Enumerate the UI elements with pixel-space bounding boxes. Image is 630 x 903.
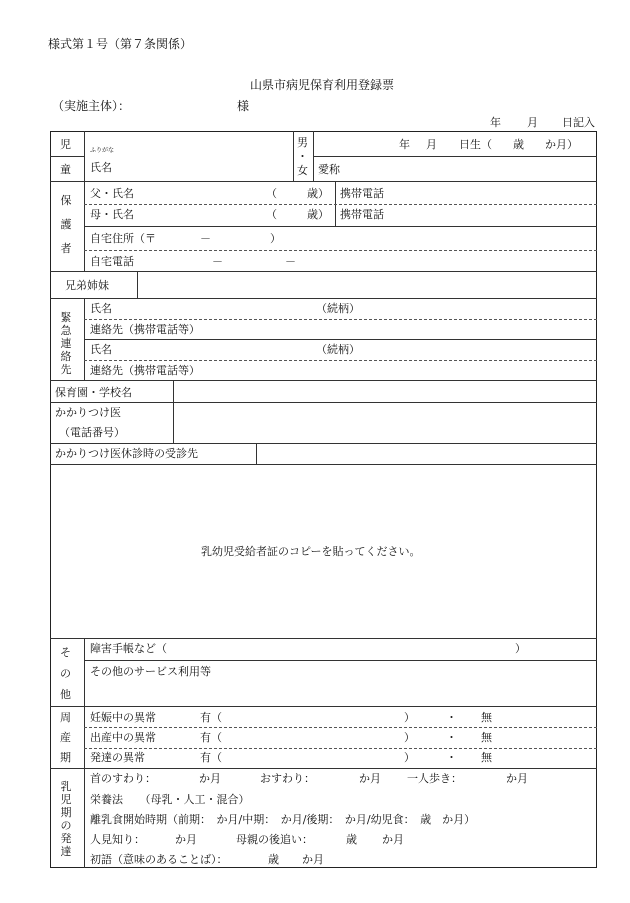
child-label-2: 童 xyxy=(60,163,71,176)
school-label[interactable]: 保育園・学校名 xyxy=(55,386,132,399)
form-title: 山県市病児保育利用登録票 xyxy=(250,78,395,92)
father-phone-label[interactable]: 携帯電話 xyxy=(340,187,384,200)
sitting-unit: か月 xyxy=(359,772,381,785)
home-phone-label[interactable]: 自宅電話 xyxy=(90,255,134,268)
child-label-divider xyxy=(50,156,84,157)
holiday-bottom xyxy=(50,464,597,465)
development-yes-option[interactable]: 有（ xyxy=(200,751,222,764)
birth-divider xyxy=(313,156,597,157)
follow-mother-years: 歳 xyxy=(346,833,357,846)
operator-label: （実施主体）： xyxy=(52,99,131,113)
emergency-label: 緊急連絡先 xyxy=(60,311,72,376)
perinatal-dash-1 xyxy=(84,727,597,728)
guardian-dash-1 xyxy=(84,204,597,205)
father-age-open: （ xyxy=(266,187,277,200)
guardian-label: 保護者 xyxy=(60,194,72,255)
development-close: ） xyxy=(404,751,415,764)
perinatal-label-2: 産 xyxy=(60,731,71,744)
home-phone-dash-1: － xyxy=(212,255,223,268)
father-name-label[interactable]: 父・氏名 xyxy=(90,187,134,200)
pregnancy-dot: ・ xyxy=(446,711,457,724)
other-label-2: の xyxy=(60,667,71,680)
disability-close: ） xyxy=(515,642,526,655)
mother-name-label[interactable]: 母・氏名 xyxy=(90,208,134,221)
emergency-contact-1[interactable]: 連絡先（携帯電話等） xyxy=(90,323,200,336)
nutrition-method: 栄養法 （母乳・人工・混合） xyxy=(90,793,250,806)
first-words-months: か月 xyxy=(302,853,324,866)
form-number: 様式第１号（第７条関係） xyxy=(48,37,193,51)
other-services-label[interactable]: その他のサービス利用等 xyxy=(90,665,211,678)
date-month: 月 xyxy=(527,116,538,129)
delivery-yes-option[interactable]: 有（ xyxy=(200,731,222,744)
birth-month: 月 xyxy=(426,138,437,151)
first-words-label: 初語（意味のあることば）： xyxy=(90,853,228,866)
emergency-name-1[interactable]: 氏名 xyxy=(90,302,112,315)
siblings-divider xyxy=(137,271,138,298)
emergency-relation-2[interactable]: （続柄） xyxy=(316,343,360,356)
development-no-option[interactable]: 無 xyxy=(481,751,492,764)
child-section-bottom xyxy=(50,181,597,182)
father-age-close: 歳） xyxy=(307,187,329,200)
birth-day: 日生（ xyxy=(459,138,492,151)
pregnancy-yes-option[interactable]: 有（ xyxy=(200,711,222,724)
operator-honorific: 様 xyxy=(237,99,250,113)
gender-dot: ・ xyxy=(297,150,308,163)
infant-development-label: 乳児期の発達 xyxy=(60,780,72,858)
other-bottom xyxy=(50,706,597,707)
development-abnormality-label: 発達の異常 xyxy=(90,751,145,764)
other-divider xyxy=(84,660,597,661)
disability-label[interactable]: 障害手帳など（ xyxy=(90,642,167,655)
emergency-line-2 xyxy=(84,339,597,340)
perinatal-label-3: 期 xyxy=(60,751,71,764)
follow-mother-label: 母親の後追い： xyxy=(236,833,313,846)
address-close: ） xyxy=(270,232,281,245)
mother-phone-label[interactable]: 携帯電話 xyxy=(340,208,384,221)
doctor-label[interactable]: かかりつけ医 xyxy=(55,406,121,419)
insurance-copy-instruction: 乳幼児受給者証のコピーを貼ってください。 xyxy=(201,545,421,558)
emergency-dash-3 xyxy=(84,360,597,361)
holiday-doctor-label[interactable]: かかりつけ医休診時の受診先 xyxy=(55,447,198,460)
emergency-name-2[interactable]: 氏名 xyxy=(90,343,112,356)
guardian-line-2 xyxy=(84,226,597,227)
sitting-label: おすわり： xyxy=(260,772,315,785)
gender-col-left xyxy=(293,131,294,181)
siblings-label[interactable]: 兄弟姉妹 xyxy=(65,279,109,292)
emergency-relation-1[interactable]: （続柄） xyxy=(316,302,360,315)
other-label-3: 他 xyxy=(60,688,71,701)
furigana-label: ふりがな xyxy=(90,147,115,154)
school-doctor-divider xyxy=(173,380,174,443)
nickname-label[interactable]: 愛称 xyxy=(318,163,340,176)
perinatal-dash-2 xyxy=(84,748,597,749)
address-dash: － xyxy=(200,232,211,245)
emergency-dash-1 xyxy=(84,319,597,320)
school-bottom xyxy=(50,402,597,403)
pregnancy-no-option[interactable]: 無 xyxy=(481,711,492,724)
child-name-label[interactable]: 氏名 xyxy=(90,161,112,174)
child-label-1: 児 xyxy=(60,138,71,151)
age-months: か月） xyxy=(545,138,578,151)
home-phone-dash-2: － xyxy=(285,255,296,268)
date-day: 日記入 xyxy=(562,116,595,129)
address-label[interactable]: 自宅住所（〒 xyxy=(90,232,156,245)
delivery-no-option[interactable]: 無 xyxy=(481,731,492,744)
development-col-divider xyxy=(84,768,85,868)
walking-unit: か月 xyxy=(506,772,528,785)
guardian-section-bottom xyxy=(50,271,597,272)
walking-label: 一人歩き： xyxy=(407,772,462,785)
child-col-divider xyxy=(84,131,85,181)
neck-control-unit: か月 xyxy=(199,772,221,785)
siblings-bottom xyxy=(50,298,597,299)
doctor-bottom xyxy=(50,443,597,444)
pregnancy-abnormality-label: 妊娠中の異常 xyxy=(90,711,156,724)
stranger-anxiety-unit: か月 xyxy=(175,833,197,846)
follow-mother-months: か月 xyxy=(382,833,404,846)
emergency-contact-2[interactable]: 連絡先（携帯電話等） xyxy=(90,364,200,377)
doctor-phone-label[interactable]: （電話番号） xyxy=(59,426,125,439)
first-words-years: 歳 xyxy=(268,853,279,866)
other-col-divider xyxy=(84,638,85,706)
emergency-bottom xyxy=(50,380,597,381)
pregnancy-close: ） xyxy=(404,711,415,724)
age-years: 歳 xyxy=(513,138,524,151)
delivery-dot: ・ xyxy=(446,731,457,744)
delivery-close: ） xyxy=(404,731,415,744)
guardian-dash-3 xyxy=(84,250,597,251)
weaning-start: 離乳食開始時期（前期： か月/中期： か月/後期： か月/幼児食： 歳 か月） xyxy=(90,813,476,826)
gender-male[interactable]: 男 xyxy=(297,136,308,149)
holiday-divider xyxy=(256,443,257,464)
mother-age-open: （ xyxy=(266,208,277,221)
perinatal-col-divider xyxy=(84,706,85,768)
other-label-1: そ xyxy=(60,646,71,659)
insurance-bottom xyxy=(50,638,597,639)
delivery-abnormality-label: 出産中の異常 xyxy=(90,731,156,744)
gender-female[interactable]: 女 xyxy=(297,164,308,177)
neck-control-label: 首のすわり： xyxy=(90,772,156,785)
stranger-anxiety-label: 人見知り： xyxy=(90,833,145,846)
birth-year: 年 xyxy=(399,138,410,151)
development-dot: ・ xyxy=(446,751,457,764)
mother-age-close: 歳） xyxy=(307,208,329,221)
perinatal-bottom xyxy=(50,768,597,769)
perinatal-label-1: 周 xyxy=(60,711,71,724)
date-year: 年 xyxy=(490,116,501,129)
